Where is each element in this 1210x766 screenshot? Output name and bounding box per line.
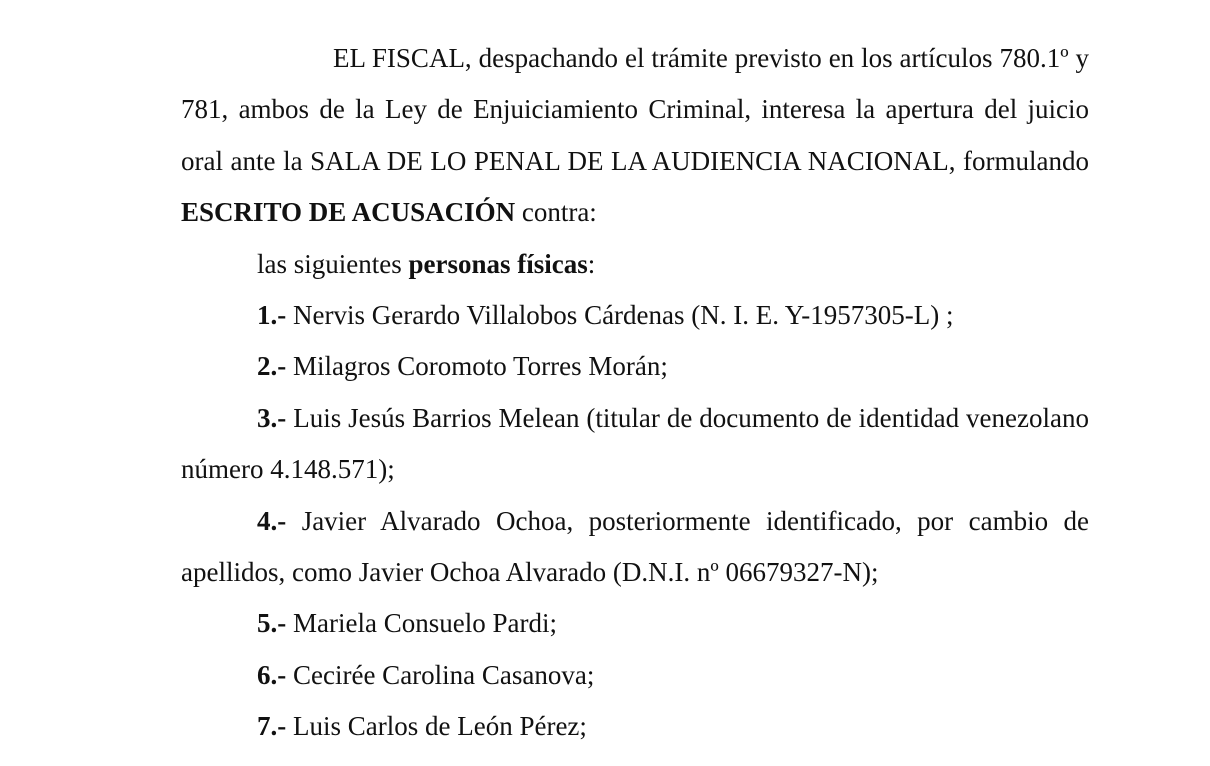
item-number: 6.-	[257, 659, 287, 690]
intro-text-end: contra:	[515, 197, 597, 228]
intro-text: EL FISCAL, despachando el trámite previsto en los artículos 780.1º y 781, ambos de la Ley de Enjuiciamiento Criminal, interesa la apertura del juicio oral ante la SALA DE LO PENAL DE LA AUDIENCIA NACIONAL, formulando	[181, 43, 1089, 176]
list-item	[181, 701, 1089, 752]
persons-intro-text: las siguientes	[257, 248, 409, 279]
item-number: 1.-	[257, 300, 287, 331]
item-number: 3.-	[257, 402, 287, 433]
item-number: 4.-	[257, 505, 287, 536]
item-number: 2.-	[257, 351, 287, 382]
item-text: Milagros Coromoto Torres Morán;	[286, 351, 668, 382]
item-text: Luis Carlos de León Pérez;	[286, 711, 587, 742]
list-item	[181, 290, 1089, 341]
intro-paragraph	[181, 33, 1089, 239]
persons-intro-end: :	[587, 248, 596, 279]
item-text: Luis Jesús Barrios Melean (titular de documento de identidad venezolano número 4.148.571);	[181, 402, 1089, 485]
list-item	[181, 650, 1089, 701]
item-number: 7.-	[257, 711, 287, 742]
intro-bold-title: ESCRITO DE ACUSACIÓN	[181, 197, 516, 228]
list-item	[181, 393, 1089, 496]
persons-intro-bold: personas físicas	[408, 248, 588, 279]
item-text: Cecirée Carolina Casanova;	[286, 659, 595, 690]
list-item	[181, 341, 1089, 392]
list-item	[181, 496, 1089, 599]
document-body	[181, 33, 1089, 753]
item-text: Javier Alvarado Ochoa, posteriormente identificado, por cambio de apellidos, como Javier Ochoa Alvarado (D.N.I. nº 06679327-N);	[181, 505, 1089, 588]
item-text: Nervis Gerardo Villalobos Cárdenas (N. I. E. Y-1957305-L) ;	[286, 300, 954, 331]
persons-intro-paragraph	[181, 239, 1089, 290]
item-text: Mariela Consuelo Pardi;	[286, 608, 557, 639]
list-item	[181, 598, 1089, 649]
item-number: 5.-	[257, 608, 287, 639]
